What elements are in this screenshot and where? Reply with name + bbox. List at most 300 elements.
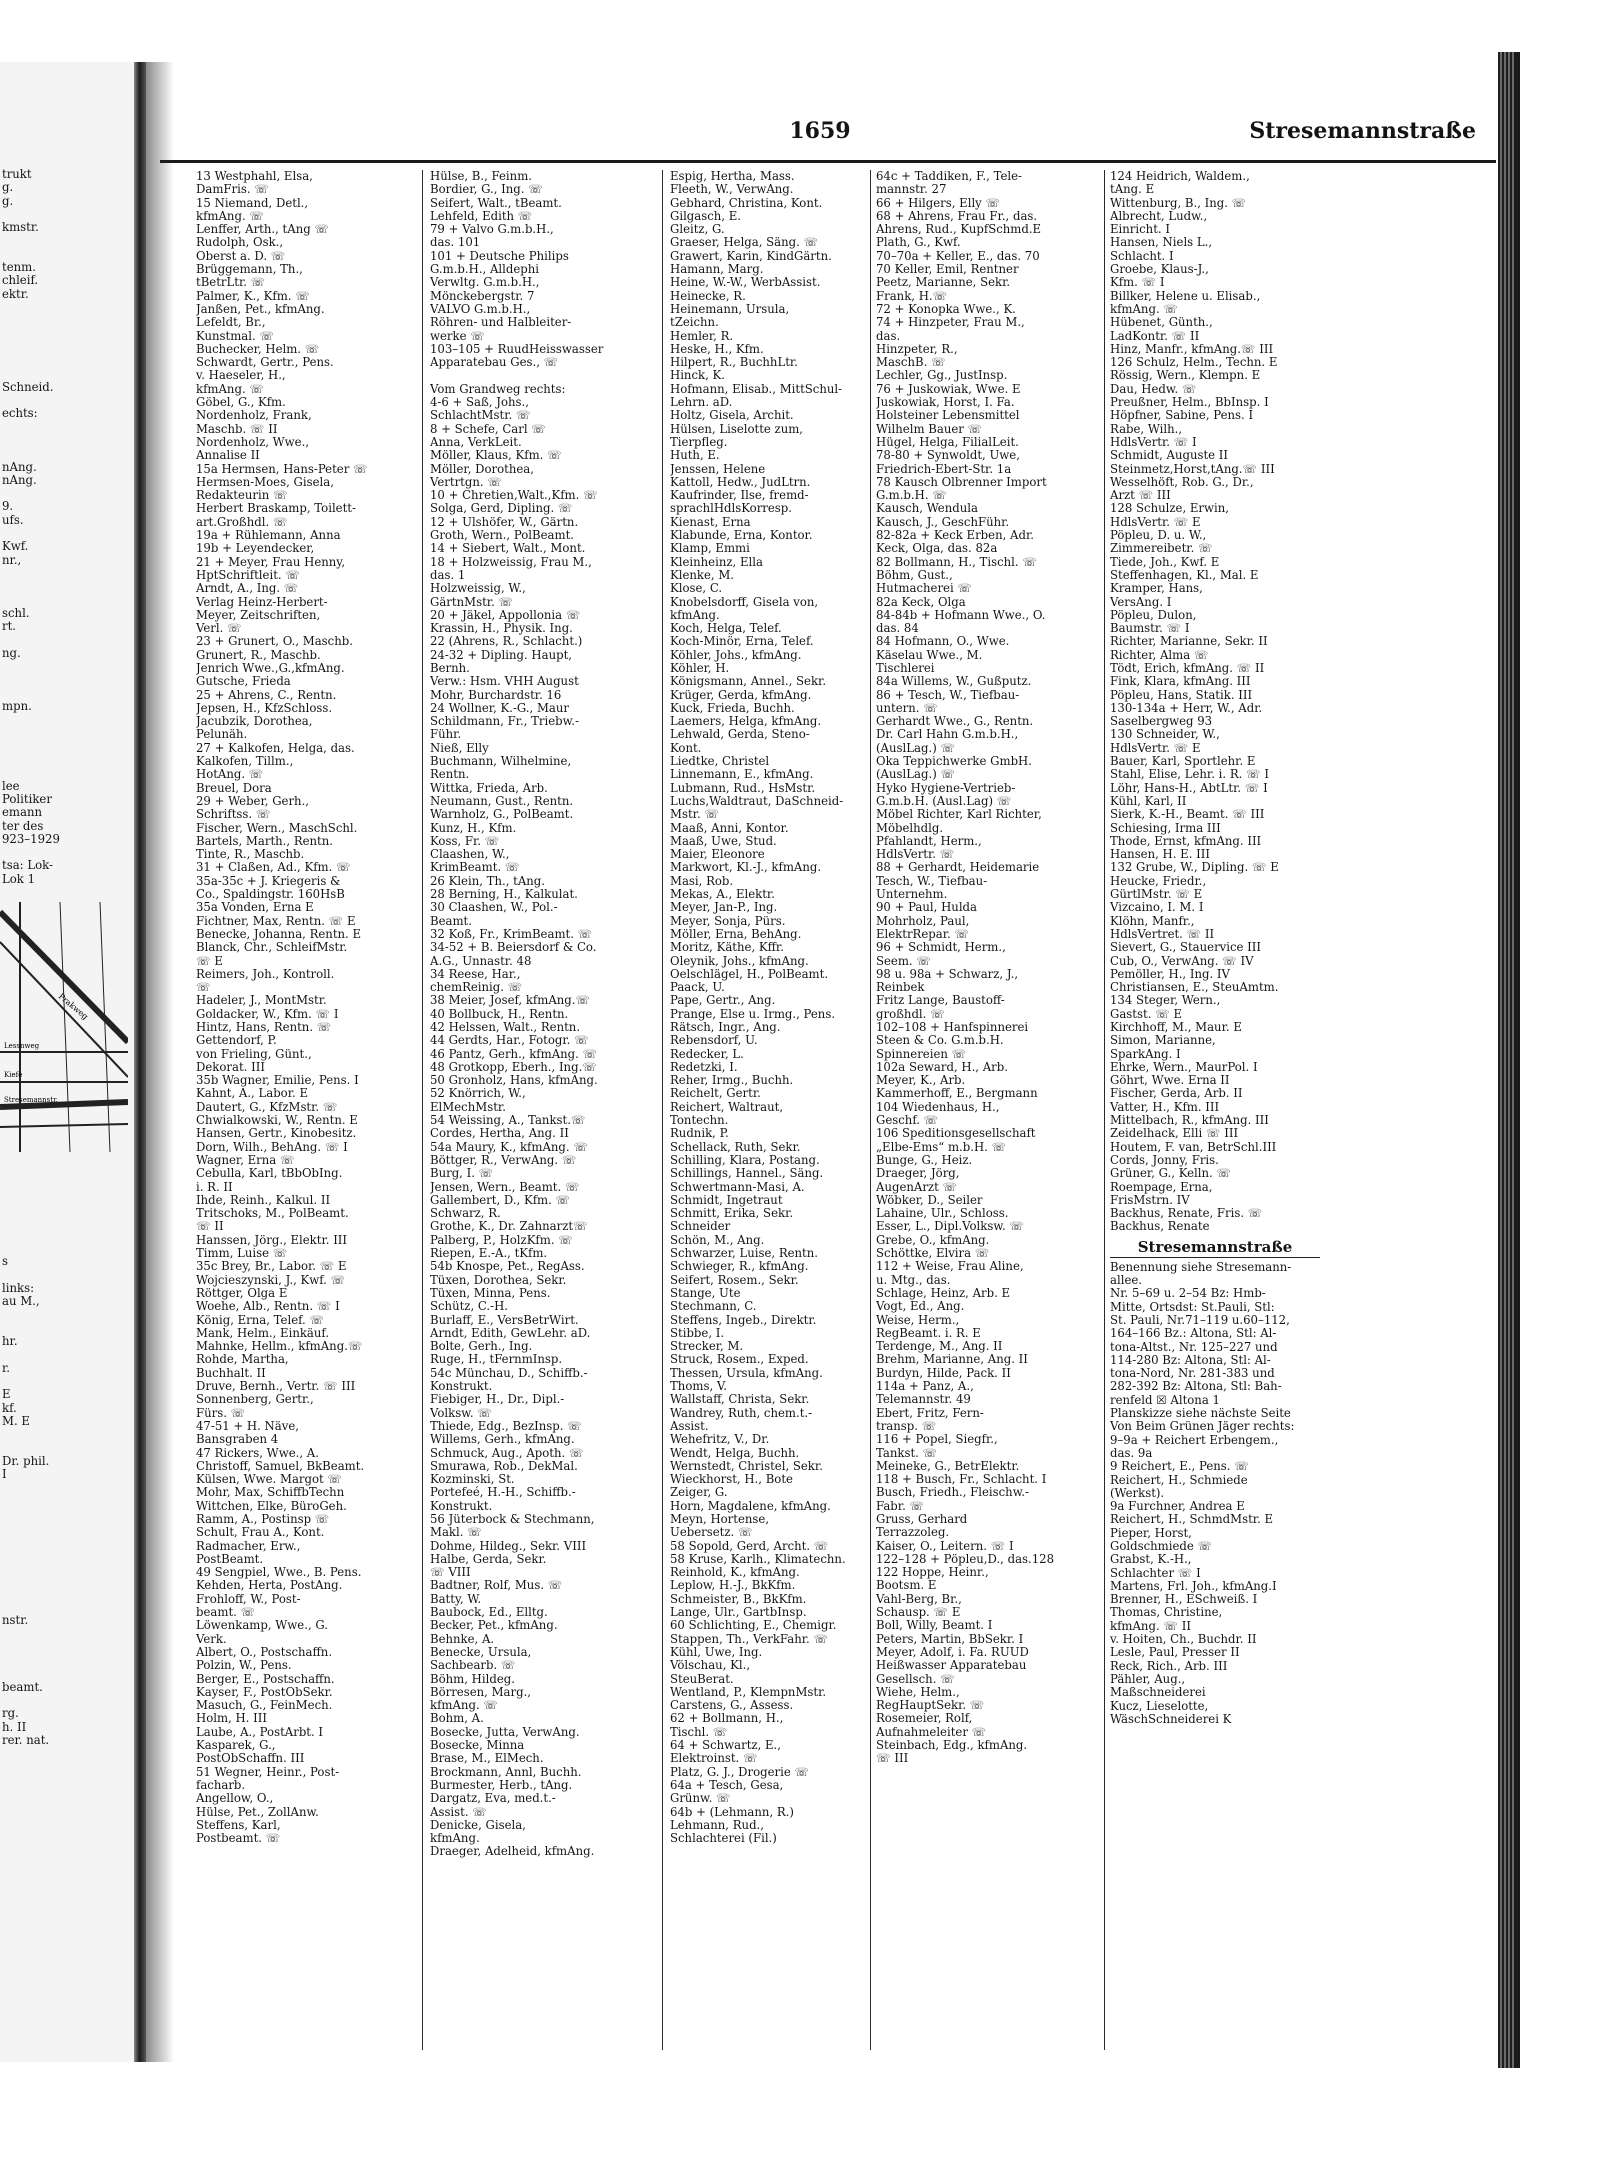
entry-line: Jacubzik, Dorothea, [196, 715, 313, 729]
entry-line: 9 Reichert, E., Pens. ☏ [1110, 1460, 1249, 1474]
entry-line: 21 + Meyer, Frau Henny, [196, 555, 346, 569]
entry-line [2, 434, 130, 447]
entry-line [2, 1694, 130, 1707]
entry-line: Hülsen, Liselotte zum, [670, 422, 804, 436]
entry-line: Richter, Marianne, Sekr. II [1110, 635, 1268, 649]
entry-line: Liedtke, Christel [670, 755, 770, 769]
entry-line: Lehrn. aD. [670, 396, 733, 410]
entry-line: 98 u. 98a + Schwarz, J., [876, 967, 1019, 981]
entry-line [2, 1654, 130, 1667]
entry-line: Mekas, A., Elektr. [670, 888, 775, 902]
entry-line: Holsteiner Lebensmittel [876, 409, 1020, 423]
entry-line: Steffenhagen, Kl., Mal. E [1110, 568, 1259, 582]
entry-line: schl. [2, 606, 30, 620]
entry-line [2, 740, 130, 753]
entry-line: Steffens, Karl, [196, 1818, 281, 1832]
entry-line: Uebersetz. ☏ [670, 1526, 753, 1540]
entry-line: Bunge, G., Heiz. [876, 1153, 973, 1167]
entry-line: 102a Seward, H., Arb. [876, 1060, 1008, 1074]
entry-line: 70 Keller, Emil, Rentner [876, 263, 1019, 277]
entry-line: rer. nat. [2, 1733, 50, 1747]
entry-line: Seifert, Walt., tBeamt. [430, 196, 562, 210]
entry-line: ElMechMstr. [430, 1100, 506, 1114]
entry-line: werke ☏ [430, 329, 485, 343]
entry-line: Rudnik, P. [670, 1127, 729, 1141]
entry-line: Schlage, Heinz, Arb. E [876, 1286, 1011, 1300]
entry-line: Vahl-Berg, Br., [876, 1592, 962, 1606]
entry-line: Konstrukt. [430, 1499, 493, 1513]
entry-line: Nr. 5–69 u. 2–54 Bz: Hmb- [1110, 1287, 1266, 1301]
entry-line: Jepsen, H., KfzSchloss. [196, 701, 333, 715]
entry-line: 103–105 + RuudHeisswasser [430, 342, 604, 356]
entry-line: WäschSchneiderei K [1110, 1712, 1232, 1726]
entry-line: 74 + Hinzpeter, Frau M., [876, 316, 1025, 330]
entry-line: nAng. [2, 473, 37, 487]
entry-line [2, 1535, 130, 1548]
entry-line: ☏ [196, 981, 211, 995]
entry-line: 124 Heidrich, Waldem., [1110, 170, 1250, 183]
entry-line: I [2, 1468, 7, 1482]
entry-line: Keck, Olga, das. 82a [876, 542, 998, 556]
entry-line: Reichert, H., Schmiede [1110, 1473, 1248, 1487]
entry-line: Baubock, Ed., Elltg. [430, 1606, 548, 1620]
entry-line: Buchmann, Wilhelmine, [430, 755, 572, 769]
entry-line: Schillings, Hannel., Säng. [670, 1167, 824, 1181]
entry-line: Bohm, A. [430, 1712, 484, 1726]
entry-line: Reck, Rich., Arb. III [1110, 1659, 1228, 1673]
entry-line: 54b Knospe, Pet., RegAss. [430, 1260, 585, 1274]
entry-line: nAng. [2, 460, 37, 474]
entry-line: Halbe, Gerda, Sekr. [430, 1552, 547, 1566]
entry-line: Pöpleu, D. u. W., [1110, 529, 1207, 543]
entry-line: Ahrens, Rud., KupfSchmd.E [876, 223, 1042, 237]
street-map-fragment [0, 902, 128, 1152]
entry-line: Masi, Rob. [670, 874, 734, 888]
entry-line: 18 + Holzweissig, Frau M., [430, 555, 592, 569]
entry-line: HdlsVertr. ☏ [876, 848, 955, 862]
entry-line: Stibbe, I. [670, 1326, 725, 1340]
column-divider [1104, 170, 1105, 2050]
entry-line: untern. ☏ [876, 701, 938, 715]
gutter-shadow [146, 62, 174, 2062]
entry-line: Dr. phil. [2, 1454, 50, 1468]
entry-line: Ehrke, Wern., MaurPol. I [1110, 1060, 1258, 1074]
entry-line: kfmAng. ☏ [1110, 302, 1178, 316]
entry-line: 27 + Kalkofen, Helga, das. [196, 741, 355, 755]
entry-line: Schellack, Ruth, Sekr. [670, 1140, 801, 1154]
entry-line: Smurawa, Rob., DekMal. [430, 1459, 578, 1473]
entry-line: Vizcaino, I. M. I [1110, 901, 1204, 915]
entry-line: kfmAng. ☏ [196, 209, 264, 223]
entry-line: Mittelbach, R., kfmAng. III [1110, 1114, 1269, 1128]
entry-line: 84 Hofmann, O., Wwe. [876, 635, 1010, 649]
entry-line: 47-51 + H. Näve, [196, 1419, 299, 1433]
entry-line [2, 633, 130, 646]
header-rule [160, 160, 1496, 163]
entry-line: Christoff, Samuel, BkBeamt. [196, 1459, 365, 1473]
entry-line: HdlsVertret. ☏ II [1110, 927, 1215, 941]
entry-line: Wagner, Erna ☏ [196, 1153, 295, 1167]
entry-line: Reher, Irmg., Buchh. [670, 1074, 794, 1088]
entry-line: Stange, Ute [670, 1286, 741, 1300]
entry-line: Espig, Hertha, Mass. [670, 170, 795, 183]
entry-line: Gruss, Gerhard [876, 1512, 968, 1526]
entry-line: Heucke, Friedr., [1110, 874, 1207, 888]
entry-line [2, 1601, 130, 1614]
entry-line: Wittka, Frieda, Arb. [430, 781, 548, 795]
entry-line: Gettendorf, P. [196, 1034, 277, 1048]
entry-line: Oka Teppichwerke GmbH. [876, 755, 1032, 769]
entry-line [2, 1574, 130, 1587]
entry-line: Kühl, Uwe, Ing. [670, 1645, 763, 1659]
entry-line: G.m.b.H. ☏ [876, 489, 947, 503]
column-3 [670, 170, 868, 2050]
entry-line: Sievert, G., Stauervice III [1110, 941, 1262, 955]
entry-line: emann [2, 806, 43, 820]
entry-line: 12 + Ulshöfer, W., Gärtn. [430, 515, 579, 529]
entry-line: Weise, Herm., [876, 1313, 960, 1327]
entry-line: 126 Schulz, Helm., Techn. E [1110, 356, 1278, 370]
entry-line: 31 + Claßen, Ad., Kfm. ☏ [196, 861, 351, 875]
entry-line: Goldacker, W., Kfm. ☏ I [196, 1007, 339, 1021]
column-5 [1110, 170, 1320, 2050]
entry-line: Kaufrinder, Ilse, fremd- [670, 489, 809, 503]
entry-line: Frank, H.☏ [876, 289, 948, 303]
entry-line: Telemannstr. 49 [876, 1393, 971, 1407]
entry-line: Schlachter ☏ I [1110, 1566, 1201, 1580]
entry-line: 132 Grube, W., Dipling. ☏ E [1110, 861, 1279, 875]
entry-line: Lehwald, Gerda, Steno- [670, 728, 810, 742]
entry-line: Hamann, Marg. [670, 263, 764, 277]
entry-line: Benecke, Ursula, [430, 1645, 532, 1659]
entry-line: Schiesing, Irma III [1110, 821, 1221, 835]
entry-line: Pemöller, H., Ing. IV [1110, 967, 1230, 981]
entry-line: Schlacht. I [1110, 249, 1174, 263]
entry-line: Köhler, H. [670, 661, 730, 675]
entry-line: Berger, E., Postschaffn. [196, 1672, 335, 1686]
entry-line: Böttger, R., VerwAng. ☏ [430, 1153, 577, 1167]
entry-line: Mohrholz, Paul, [876, 914, 970, 928]
entry-line: Tinte, R., Maschb. [196, 848, 305, 862]
entry-line: Oleynik, Johs., kfmAng. [670, 954, 809, 968]
entry-line: 38 Meier, Josef, kfmAng.☏ [430, 994, 591, 1008]
entry-line: Bartels, Marth., Rentn. [196, 834, 333, 848]
entry-line: Heinemann, Ursula, [670, 302, 790, 316]
entry-line: Möller, Dorothea, [430, 462, 534, 476]
entry-line: 22 (Ahrens, R., Schlacht.) [430, 635, 583, 649]
entry-line: Angellow, O., [196, 1792, 274, 1806]
entry-line: Steinbach, Edg., kfmAng. [876, 1739, 1028, 1753]
entry-line: Hinck, K. [670, 369, 725, 383]
entry-line: allee. [1110, 1274, 1142, 1288]
entry-line: ng. [2, 646, 21, 660]
entry-line: Luchs,Waldtraut, DaSchneid- [670, 794, 844, 808]
entry-line: Schneider [670, 1220, 731, 1234]
entry-line: Hermsen-Moes, Gisela, [196, 475, 334, 489]
entry-line: Reinhold, K., kfmAng. [670, 1566, 800, 1580]
entry-line [2, 234, 130, 247]
entry-line: 54 Weissing, A., Tankst.☏ [430, 1114, 586, 1128]
entry-line: Prange, Else u. Irmg., Pens. [670, 1007, 836, 1021]
entry-line: Hülse, Pet., ZollAnw. [196, 1805, 319, 1819]
entry-line [2, 1628, 130, 1641]
column-divider [662, 170, 663, 2050]
entry-line: Hügel, Helga, FilialLeit. [876, 435, 1019, 449]
entry-line: FrisMstrn. IV [1110, 1193, 1190, 1207]
entry-line: 50 Gronholz, Hans, kfmAng. [430, 1074, 598, 1088]
entry-line: Peetz, Marianne, Sekr. [876, 276, 1011, 290]
entry-line: 130-134a + Herr, W., Adr. [1110, 701, 1263, 715]
entry-line: Tüxen, Minna, Pens. [430, 1286, 551, 1300]
entry-line: 112 + Weise, Frau Aline, [876, 1260, 1024, 1274]
entry-line: Palberg, P., HolzKfm. ☏ [430, 1233, 573, 1247]
entry-line: 40 Bollbuck, H., Rentn. [430, 1007, 569, 1021]
entry-line [2, 394, 130, 407]
entry-line: Wernstedt, Christel, Sekr. [670, 1459, 823, 1473]
entry-line: Gastst. ☏ E [1110, 1007, 1182, 1021]
entry-line: Paack, U. [670, 981, 725, 995]
entry-line: Wieckhorst, H., Bote [670, 1473, 793, 1487]
entry-line [2, 367, 130, 380]
entry-line: Möbelhdlg. [876, 821, 944, 835]
entry-line: (AuslLag.) ☏ [876, 768, 956, 782]
entry-line: 106 Speditionsgesellschaft [876, 1127, 1036, 1141]
entry-line: Busch, Friedh., Fleischw.- [876, 1486, 1029, 1500]
entry-line: Röhren- und Halbleiter- [430, 316, 572, 330]
entry-line: Reichelt, Gertr. [670, 1087, 761, 1101]
entry-line: Kattoll, Hedw., JudLtrn. [670, 475, 811, 489]
entry-line: Hansen, H. E. III [1110, 848, 1210, 862]
entry-line: Nieß, Elly [430, 741, 489, 755]
entry-line: 130 Schneider, W., [1110, 728, 1220, 742]
entry-line: Beamt. [430, 914, 472, 928]
entry-line: Schmuck, Aug., Apoth. ☏ [430, 1446, 584, 1460]
entry-line: Redecker, L. [670, 1047, 744, 1061]
entry-line: Bauer, Karl, Sportlehr. E [1110, 755, 1256, 769]
entry-line: Kühl, Karl, II [1110, 794, 1187, 808]
entry-line: rg. [2, 1707, 19, 1721]
entry-line: 32 Koß, Fr., KrimBeamt. ☏ [430, 927, 593, 941]
entry-line: Möbel Richter, Karl Richter, [876, 808, 1042, 822]
entry-line [2, 1508, 130, 1521]
entry-line: Moritz, Käthe, Kffr. [670, 941, 784, 955]
entry-line: Schütz, C.-H. [430, 1300, 508, 1314]
entry-line: Mönckebergstr. 7 [430, 289, 535, 303]
entry-line: Wöbker, D., Seiler [876, 1193, 983, 1207]
entry-line: Jenssen, Helene [670, 462, 766, 476]
column-divider [422, 170, 423, 2050]
entry-line: Schön, M., Ang. [670, 1233, 765, 1247]
entry-line: Grebe, O., kfmAng. [876, 1233, 990, 1247]
entry-line: Neumann, Gust., Rentn. [430, 794, 574, 808]
entry-line: Buchecker, Helm. ☏ [196, 342, 320, 356]
entry-line: Kozminski, St. [430, 1473, 515, 1487]
entry-line: Lok 1 [2, 872, 36, 886]
entry-line: Kayser, F., PostObSekr. [196, 1685, 333, 1699]
entry-line: Linnemann, E., kfmAng. [670, 768, 814, 782]
entry-line: Schwardt, Gertr., Pens. [196, 356, 334, 370]
entry-line: Hutmacherei ☏ [876, 582, 973, 596]
entry-line: Solga, Gerd, Dipling. ☏ [430, 502, 573, 516]
entry-line: Fritz Lange, Baustoff- [876, 994, 1005, 1008]
entry-line [2, 594, 130, 607]
entry-line: Thomas, Christine, [1110, 1606, 1223, 1620]
entry-line: Wallstaff, Christa, Sekr. [670, 1393, 810, 1407]
entry-line: Schwieger, R., kfmAng. [670, 1260, 809, 1274]
entry-line: Nordenholz, Frank, [196, 409, 312, 423]
entry-line: kfmAng. ☏ [430, 1699, 498, 1713]
entry-line: 88 + Gerhardt, Heidemarie [876, 861, 1040, 875]
entry-line: Steffens, Ingeb., Direktr. [670, 1313, 817, 1327]
entry-line: Hanssen, Jörg., Elektr. III [196, 1233, 348, 1247]
entry-line: Fichtner, Max, Rentn. ☏ E [196, 914, 356, 928]
book-cover-edge [1514, 52, 1520, 2068]
entry-line: tAng. E [1110, 183, 1155, 197]
entry-line: RegHauptSekr. ☏ [876, 1699, 985, 1713]
entry-line: Horn, Magdalene, kfmAng. [670, 1499, 831, 1513]
entry-line [2, 341, 130, 354]
entry-line: SteuBerat. [670, 1672, 734, 1686]
entry-line: Gutsche, Frieda [196, 675, 291, 689]
entry-line: Löhr, Hans-H., AbtLtr. ☏ I [1110, 781, 1268, 795]
entry-line: Grawert, Karin, KindGärtn. [670, 249, 832, 263]
entry-line: Gebhard, Christina, Kont. [670, 196, 823, 210]
entry-line: transp. ☏ [876, 1419, 937, 1433]
entry-line: Reichert, Waltraut, [670, 1100, 784, 1114]
entry-line: 90 + Paul, Hulda [876, 901, 978, 915]
entry-line: Schildmann, Fr., Triebw.- [430, 715, 579, 729]
entry-line: Planskizze siehe nächste Seite [1110, 1407, 1291, 1421]
entry-line: ufs. [2, 513, 24, 527]
entry-line: Schlachterei (Fil.) [670, 1832, 777, 1846]
entry-line: rt. [2, 620, 16, 634]
page-header [160, 118, 1490, 158]
entry-line: Redakteurin ☏ [196, 489, 288, 503]
entry-line: trukt [2, 168, 32, 181]
entry-line: ter des [2, 819, 44, 833]
entry-line: Tierpfleg. [670, 435, 728, 449]
entry-line: Ramm, A., Postinsp ☏ [196, 1512, 330, 1526]
entry-line: Mohr, Burchardstr. 16 [430, 688, 562, 702]
entry-line: 34-52 + B. Beiersdorf & Co. [430, 941, 597, 955]
entry-line: Wittchen, Elke, BüroGeh. [196, 1499, 347, 1513]
entry-line: 30 Claashen, W., Pol.- [430, 901, 558, 915]
entry-line: 51 Wegner, Heinr., Post- [196, 1765, 340, 1779]
entry-line: Maaß, Anni, Kontor. [670, 821, 789, 835]
entry-line: kf. [2, 1401, 17, 1415]
entry-line: Pähler, Aug., [1110, 1672, 1186, 1686]
entry-line: Pelunäh. [196, 728, 248, 742]
entry-line [2, 354, 130, 367]
entry-line: Bordier, G., Ing. ☏ [430, 183, 543, 197]
entry-line: 116 + Popel, Siegfr., [876, 1433, 998, 1447]
entry-line: Pieper, Horst, [1110, 1526, 1192, 1540]
entry-line: 48 Grotkopp, Eberh., Ing.☏ [430, 1060, 597, 1074]
entry-line: Warnholz, G., PolBeamt. [430, 808, 574, 822]
entry-line: Schneid. [2, 380, 54, 394]
entry-line: tBetrLtr. ☏ [196, 276, 266, 290]
entry-line: Schriftss. ☏ [196, 808, 271, 822]
entry-line: Strecker, M. [670, 1340, 744, 1354]
entry-line: Holzweissig, W., [430, 582, 526, 596]
entry-line: 20 + Jäkel, Appollonia ☏ [430, 608, 581, 622]
entry-line: Baumstr. ☏ I [1110, 622, 1190, 636]
entry-line: 68 + Ahrens, Frau Fr., das. [876, 209, 1038, 223]
entry-line: Kammerhoff, E., Bergmann [876, 1087, 1038, 1101]
entry-line: ☏ VIII [430, 1566, 471, 1580]
entry-line [2, 753, 130, 766]
entry-line: i. R. II [196, 1180, 233, 1194]
entry-line: Fiebiger, H., Dr., Dipl.- [430, 1393, 565, 1407]
entry-line: Schilling, Klara, Postang. [670, 1153, 820, 1167]
entry-line: ElektrRepar. ☏ [876, 927, 970, 941]
entry-line: 102–108 + Hanfspinnerei [876, 1021, 1029, 1034]
entry-line: ektr. [2, 287, 29, 301]
entry-line: Ihde, Reinh., Kalkul. II [196, 1193, 331, 1207]
entry-line: Hemler, R. [670, 329, 734, 343]
entry-line: Radmacher, Erw., [196, 1539, 301, 1553]
entry-line: Wojcieszynski, J., Kwf. ☏ [196, 1273, 346, 1287]
entry-line: Simon, Marianne, [1110, 1034, 1216, 1048]
entry-line: 72 + Konopka Wwe., K. [876, 302, 1016, 316]
entry-line: kfmAng. ☏ [196, 382, 264, 396]
entry-line: Denicke, Gisela, [430, 1818, 526, 1832]
entry-line: G.m.b.H., Alldephi [430, 263, 540, 277]
entry-line: Redetzki, I. [670, 1060, 738, 1074]
entry-line: 46 Pantz, Gerh., kfmAng. ☏ [430, 1047, 598, 1061]
entry-line: Aufnahmeleiter ☏ [876, 1725, 987, 1739]
entry-line: Geschf. ☏ [876, 1114, 939, 1128]
entry-line: Burg, I. ☏ [430, 1167, 494, 1181]
entry-line: Chwialkowski, W., Rentn. E [196, 1114, 358, 1128]
entry-line: Steen & Co. G.m.b.H. [876, 1034, 1004, 1048]
entry-line: Knobelsdorff, Gisela von, [670, 595, 819, 609]
entry-line: tona-Altst., Nr. 125–227 und [1110, 1340, 1278, 1354]
entry-line: Badtner, Rolf, Mus. ☏ [430, 1579, 563, 1593]
entry-line: 923–1929 [2, 832, 60, 846]
entry-line: 44 Gerdts, Har., Fotogr. ☏ [430, 1034, 589, 1048]
entry-line: Heine, W.-W., WerbAssist. [670, 276, 821, 290]
entry-line: Billker, Helene u. Elisab., [1110, 289, 1261, 303]
entry-line: Mahnke, Hellm., kfmAng.☏ [196, 1340, 363, 1354]
entry-line: Hadeler, J., MontMstr. [196, 994, 327, 1008]
entry-line: Mank, Helm., Einkäuf. [196, 1326, 330, 1340]
entry-line: Stechmann, C. [670, 1300, 757, 1314]
entry-line: 54a Maury, K., kfmAng. ☏ [430, 1140, 588, 1154]
entry-line: chemReinig. ☏ [430, 981, 523, 995]
entry-line [2, 1548, 130, 1561]
entry-line: Mitte, Ortsdst: St.Pauli, Stl: [1110, 1300, 1275, 1314]
book-spine [134, 62, 146, 2062]
entry-line: 78-80 + Synwoldt, Uwe, [876, 449, 1020, 463]
entry-line: Vatter, H., Kfm. III [1110, 1100, 1220, 1114]
entry-line: Pfahlandt, Herm., [876, 834, 982, 848]
entry-line: 114a + Panz, A., [876, 1380, 974, 1394]
entry-line [2, 1641, 130, 1654]
entry-line: Wentland, P., KlempnMstr. [670, 1685, 827, 1699]
entry-line: 19b + Leyendecker, [196, 542, 315, 556]
entry-line: GärtnMstr. ☏ [430, 595, 514, 609]
entry-line: Dohme, Hildeg., Sekr. VIII [430, 1539, 587, 1553]
entry-line: Tontechn. [670, 1114, 729, 1128]
entry-line: Krassin, H., Physik. Ing. [430, 622, 573, 636]
entry-line: Rebensdorf, U. [670, 1034, 758, 1048]
entry-line: 28 Berning, H., Kalkulat. [430, 888, 578, 902]
entry-line: Thode, Ernst, kfmAng. III [1110, 834, 1262, 848]
entry-line: Houtem, F. van, BetrSchl.III [1110, 1140, 1277, 1154]
entry-line: v. Haeseler, H., [196, 369, 286, 383]
column-2 [430, 170, 658, 2050]
